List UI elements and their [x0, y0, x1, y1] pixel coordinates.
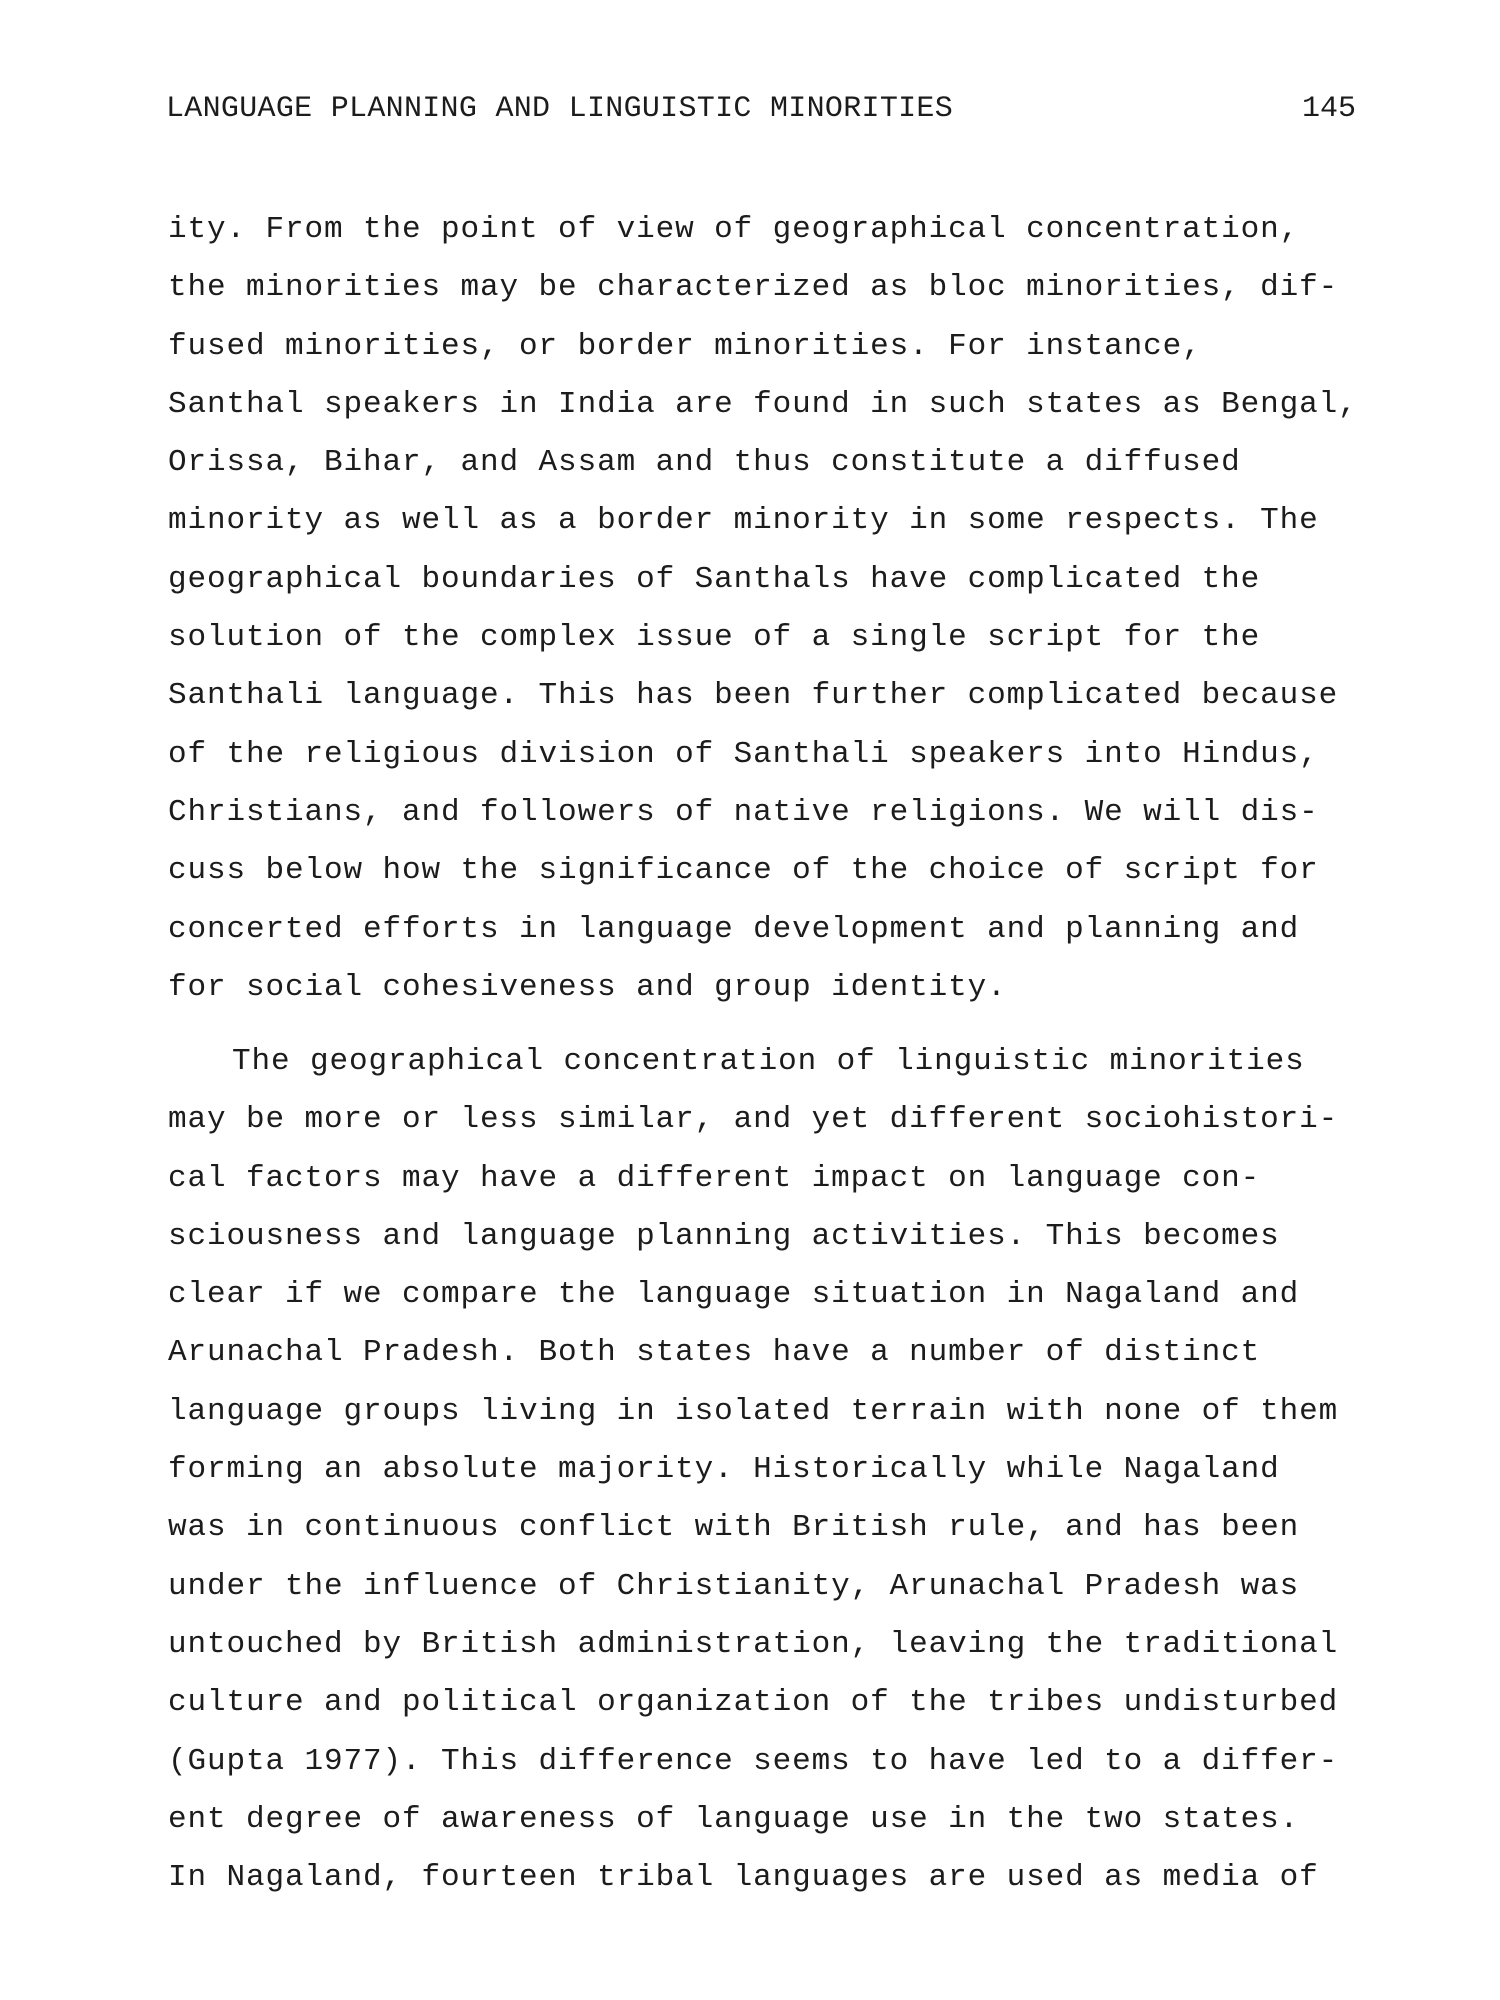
- running-title: LANGUAGE PLANNING AND LINGUISTIC MINORITIES: [166, 92, 954, 126]
- page-number: 145: [1301, 92, 1356, 126]
- text-line: In Nagaland, fourteen tribal languages are used as media of: [168, 1860, 1319, 1896]
- text-line: of the religious division of Santhali speakers into Hindus,: [168, 736, 1319, 772]
- text-line: cuss below how the significance of the choice of script for: [168, 853, 1319, 889]
- text-line: The geographical concentration of linguistic minorities: [232, 1044, 1305, 1079]
- text-line: Arunachal Pradesh. Both states have a number of distinct: [168, 1335, 1261, 1371]
- text-line: cal factors may have a different impact on language con-: [168, 1160, 1261, 1196]
- text-line: clear if we compare the language situation in Nagaland and: [168, 1277, 1300, 1313]
- text-line: Christians, and followers of native religions. We will dis-: [168, 794, 1319, 830]
- text-line: Santhali language. This has been further complicated because: [168, 678, 1339, 714]
- running-head: [166, 92, 1356, 132]
- text-line: may be more or less similar, and yet different sociohistori-: [168, 1102, 1339, 1138]
- text-line: Santhal speakers in India are found in such states as Bengal,: [168, 386, 1358, 422]
- text-line: concerted efforts in language development and planning and: [168, 911, 1300, 947]
- text-line: solution of the complex issue of a single script for the: [168, 620, 1261, 656]
- text-line: Orissa, Bihar, and Assam and thus constitute a diffused: [168, 445, 1241, 481]
- text-line: geographical boundaries of Santhals have complicated the: [168, 561, 1261, 597]
- text-line: was in continuous conflict with British rule, and has been: [168, 1510, 1300, 1546]
- text-line: ity. From the point of view of geographical concentration,: [168, 212, 1300, 247]
- text-line: fused minorities, or border minorities. For instance,: [168, 328, 1202, 364]
- text-line: culture and political organization of the tribes undisturbed: [168, 1685, 1339, 1721]
- text-line: (Gupta 1977). This difference seems to have led to a differ-: [168, 1743, 1339, 1779]
- text-line: untouched by British administration, leaving the traditional: [168, 1626, 1339, 1662]
- text-line: language groups living in isolated terrain with none of them: [168, 1393, 1339, 1429]
- text-line: the minorities may be characterized as bloc minorities, dif-: [168, 270, 1339, 306]
- text-line: for social cohesiveness and group identity.: [168, 969, 1007, 1005]
- text-line: ent degree of awareness of language use in the two states.: [168, 1801, 1300, 1837]
- text-line: under the influence of Christianity, Arunachal Pradesh was: [168, 1568, 1300, 1604]
- text-line: minority as well as a border minority in some respects. The: [168, 503, 1319, 539]
- paragraph-1: [168, 201, 1388, 1017]
- paragraph-2: [168, 1033, 1388, 1907]
- text-line: forming an absolute majority. Historically while Nagaland: [168, 1452, 1280, 1488]
- text-line: sciousness and language planning activities. This becomes: [168, 1218, 1280, 1254]
